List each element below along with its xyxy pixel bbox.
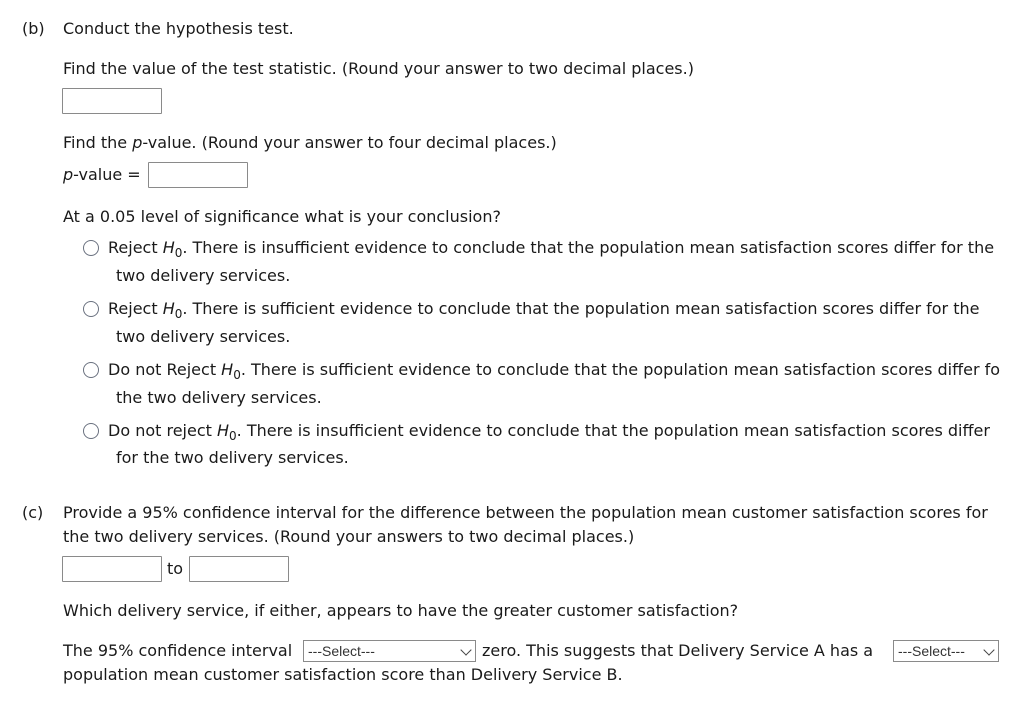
pvalue-prompt: Find the p-value. (Round your answer to four decimal places.) bbox=[63, 133, 557, 152]
pvalue-input[interactable] bbox=[148, 162, 248, 188]
test-statistic-input[interactable] bbox=[62, 88, 162, 114]
option-4-line1: Do not reject $H_0$. There is insufficient evidence to conclude that the population mean satisfaction scores differ bbox=[108, 421, 990, 443]
option-4-line2: for the two delivery services. bbox=[116, 448, 349, 467]
pvalue-label: p-value = bbox=[63, 165, 141, 184]
part-b-label: (b) bbox=[22, 19, 45, 38]
option-3-line1: Do not Reject $H_0$. There is sufficient evidence to conclude that the population mean satisfaction scores differ fo bbox=[108, 360, 1001, 380]
which-service-prompt: Which delivery service, if either, appears to have the greater customer satisfaction? bbox=[63, 601, 739, 620]
ci-sentence-middle: zero. This suggests that Delivery Service A has a bbox=[482, 641, 874, 660]
option-4-radio[interactable] bbox=[83, 423, 99, 439]
ci-to-label: to bbox=[167, 559, 184, 578]
ci-lower-input[interactable] bbox=[62, 556, 162, 582]
option-1-line2: two delivery services. bbox=[116, 266, 291, 285]
comparison-select-value: ---Select--- bbox=[898, 643, 965, 659]
ci-relation-select-value: ---Select--- bbox=[308, 643, 375, 659]
option-2-line2: two delivery services. bbox=[116, 327, 291, 346]
part-b-heading: Conduct the hypothesis test. bbox=[63, 19, 294, 38]
option-2-line1: Reject $H_0$. There is sufficient evidence to conclude that the population mean satisfaction scores differ for the bbox=[108, 299, 980, 321]
ci-relation-select[interactable] bbox=[303, 640, 476, 662]
comparison-select[interactable] bbox=[893, 640, 999, 662]
option-2-radio[interactable] bbox=[83, 301, 99, 317]
option-3-radio[interactable] bbox=[83, 362, 99, 378]
ci-upper-input[interactable] bbox=[189, 556, 289, 582]
option-1-radio[interactable] bbox=[83, 240, 99, 256]
part-c-line1: Provide a 95% confidence interval for the difference between the population mean customer satisfaction scores for bbox=[63, 503, 988, 522]
chevron-down-icon bbox=[983, 644, 994, 655]
chevron-down-icon bbox=[460, 644, 471, 655]
ci-sentence-start: The 95% confidence interval bbox=[63, 641, 293, 660]
option-3-line2: the two delivery services. bbox=[116, 388, 322, 407]
part-c-label: (c) bbox=[22, 503, 44, 522]
ci-sentence-end: population mean customer satisfaction score than Delivery Service B. bbox=[63, 665, 623, 684]
part-c-line2: the two delivery services. (Round your answers to two decimal places.) bbox=[63, 527, 635, 546]
test-statistic-prompt: Find the value of the test statistic. (Round your answer to two decimal places.) bbox=[63, 59, 694, 78]
conclusion-prompt: At a 0.05 level of significance what is your conclusion? bbox=[63, 207, 501, 226]
option-1-line1: Reject $H_0$. There is insufficient evidence to conclude that the population mean satisfaction scores differ for the bbox=[108, 238, 995, 260]
